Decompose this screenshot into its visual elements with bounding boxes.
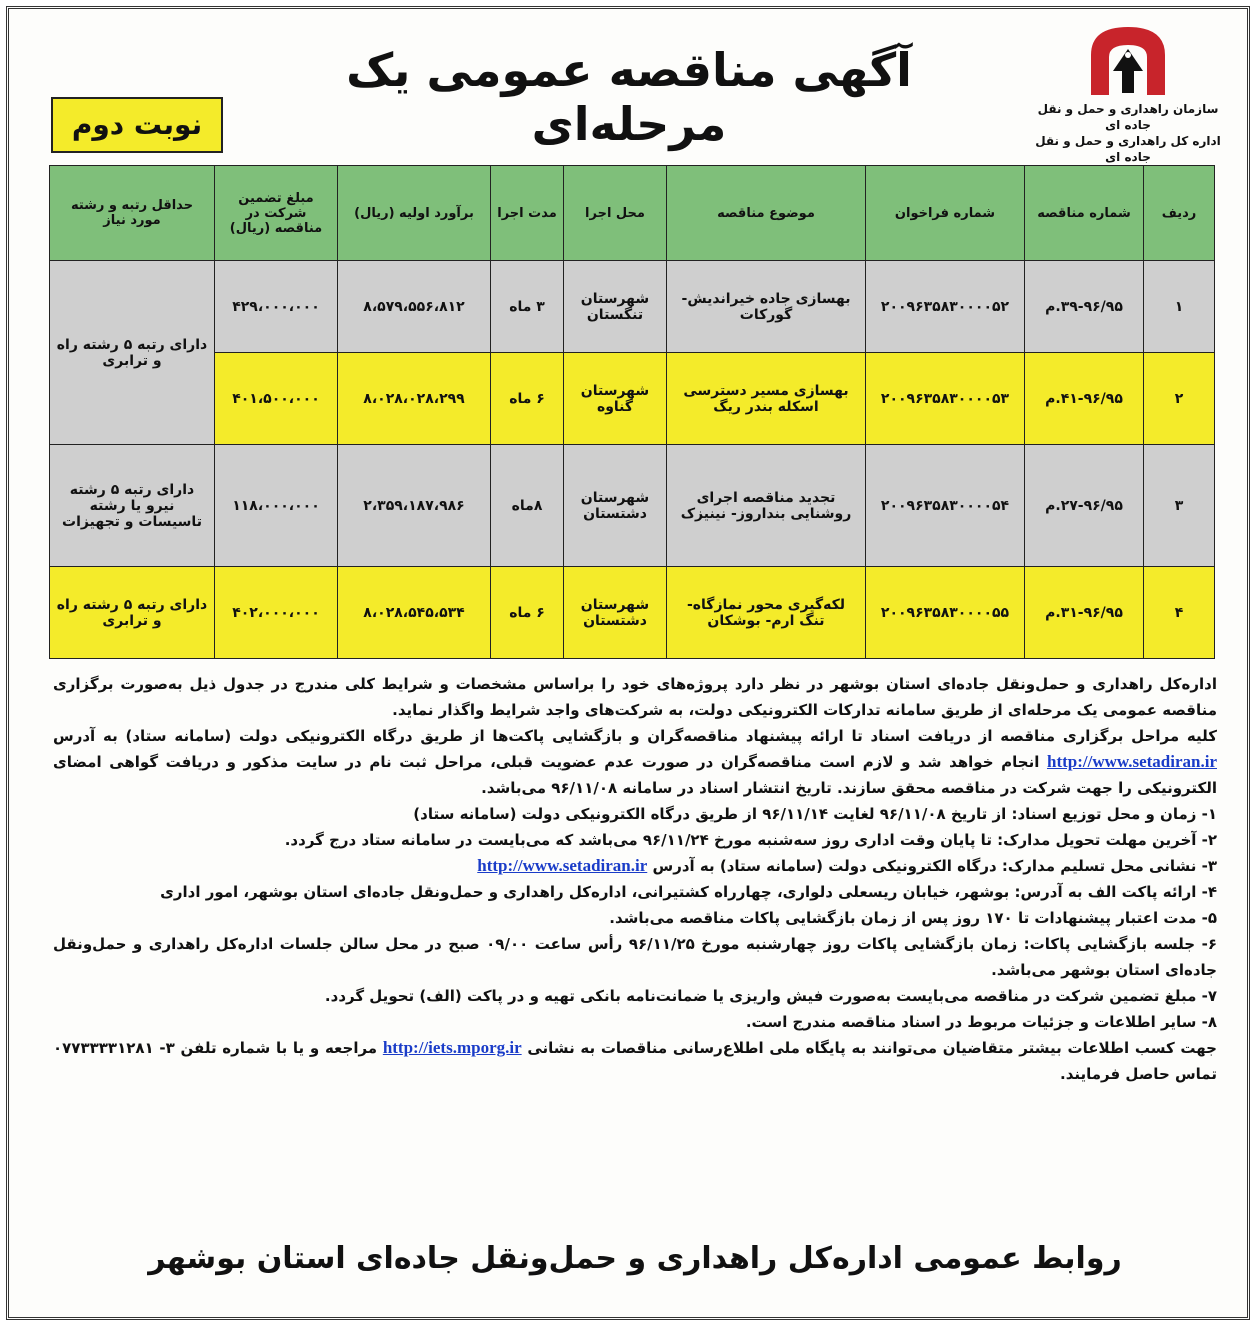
table-row <box>50 567 1215 659</box>
procedure-text-start: کلیه مراحل برگزاری مناقصه از دریافت اسناد تا ارائه پیشنهاد مناقصه‌گران و بازگشایی پاکت‌ها از طریق درگاه الکترونیکی دولت (سامانه ستاد) به آدرس <box>53 727 1217 745</box>
cell-row-number: ۳ <box>1144 445 1215 567</box>
org-name-line1: سازمان راهداری و حمل و نقل جاده ای <box>1037 102 1219 132</box>
item-opening-session: ۶- جلسه بازگشایی پاکات: زمان بازگشایی پاکات روز چهارشنبه مورخ ۹۶/۱۱/۲۵ رأس ساعت ۰۹/۰۰ صبح در محل سالن جلسات اداره‌کل راهداری و حمل‌ونقل جاده‌ای استان بوشهر می‌باشد. <box>53 935 1217 979</box>
cell-tender-number: ۴۱-۹۶/۹۵.م <box>1025 353 1144 445</box>
cell-tender-number: ۳۹-۹۶/۹۵.م <box>1025 261 1144 353</box>
cell-grade: دارای رتبه ۵ رشته نیرو یا رشته تاسیسات و تجهیزات <box>50 445 215 567</box>
table-row <box>50 261 1215 353</box>
item-envelope-address: ۴- ارائه پاکت الف به آدرس: بوشهر، خیابان ریسعلی دلواری، چهارراه کشتیرانی، اداره‌کل راهداری و حمل‌ونقل جاده‌ای استان بوشهر، امور اداری <box>160 883 1217 901</box>
cell-guarantee: ۴۰۲،۰۰۰،۰۰۰ <box>215 567 338 659</box>
cell-duration: ۶ ماه <box>491 567 564 659</box>
notice-body <box>53 671 1217 1087</box>
item-submission-text: ۳- نشانی محل تسلیم مدارک: درگاه الکترونیکی دولت (سامانه ستاد) به آدرس <box>652 857 1217 875</box>
item-other-info: ۸- سایر اطلاعات و جزئیات مربوط در اسناد مناقصه مندرج است. <box>745 1013 1217 1031</box>
setadiran-link-2[interactable]: http://www.setadiran.ir <box>477 856 648 875</box>
cell-estimate: ۸،۵۷۹،۵۵۶،۸۱۲ <box>338 261 491 353</box>
contact-paragraph <box>53 1035 1217 1087</box>
cell-grade: دارای رتبه ۵ رشته راه و ترابری <box>50 261 215 445</box>
cell-row-number: ۱ <box>1144 261 1215 353</box>
road-transport-logo-icon <box>1085 19 1171 101</box>
cell-call-number: ۲۰۰۹۶۳۵۸۳۰۰۰۰۵۲ <box>866 261 1025 353</box>
setadiran-link[interactable]: http://www.setadiran.ir <box>1046 752 1217 771</box>
cell-guarantee: ۴۰۱،۵۰۰،۰۰۰ <box>215 353 338 445</box>
cell-duration: ۶ ماه <box>491 353 564 445</box>
col-header-tender-number: شماره مناقصه <box>1025 166 1144 261</box>
item-guarantee-form: ۷- مبلغ تضمین شرکت در مناقصه می‌بایست به‌صورت فیش واریزی یا ضمانت‌نامه بانکی تهیه و در پاکت (الف) تحویل گردد. <box>324 987 1217 1005</box>
tender-table <box>49 165 1215 659</box>
item-validity: ۵- مدت اعتبار پیشنهادات تا ۱۷۰ روز پس از زمان بازگشایی پاکات مناقصه می‌باشد. <box>609 909 1217 927</box>
item-submission-address <box>53 853 1217 879</box>
item-deadline: ۲- آخرین مهلت تحویل مدارک: تا پایان وقت اداری روز سه‌شنبه مورخ ۹۶/۱۱/۲۴ می‌باشد که می‌بایست در سامانه ستاد درج گردد. <box>284 831 1217 849</box>
col-header-guarantee: مبلغ تضمین شرکت در مناقصه (ریال) <box>215 166 338 261</box>
cell-tender-number: ۲۷-۹۶/۹۵.م <box>1025 445 1144 567</box>
cell-call-number: ۲۰۰۹۶۳۵۸۳۰۰۰۰۵۵ <box>866 567 1025 659</box>
cell-estimate: ۲،۳۵۹،۱۸۷،۹۸۶ <box>338 445 491 567</box>
iets-link[interactable]: http://iets.mporg.ir <box>382 1038 522 1057</box>
notice-frame <box>6 6 1250 1320</box>
org-name-line2: اداره کل راهداری و حمل و نقل جاده ای <box>1035 134 1221 164</box>
cell-call-number: ۲۰۰۹۶۳۵۸۳۰۰۰۰۵۴ <box>866 445 1025 567</box>
table-header-row <box>50 166 1215 261</box>
col-header-location: محل اجرا <box>564 166 667 261</box>
cell-tender-number: ۳۱-۹۶/۹۵.م <box>1025 567 1144 659</box>
cell-guarantee: ۴۲۹،۰۰۰،۰۰۰ <box>215 261 338 353</box>
cell-subject: لکه‌گیری محور نمازگاه- تنگ ارم- بوشکان <box>667 567 866 659</box>
round-badge: نوبت دوم <box>51 97 223 153</box>
cell-row-number: ۲ <box>1144 353 1215 445</box>
cell-location: شهرستان تنگستان <box>564 261 667 353</box>
col-header-estimate: برآورد اولیه (ریال) <box>338 166 491 261</box>
cell-subject: تجدید مناقصه اجرای روشنایی بنداروز- نینیزک <box>667 445 866 567</box>
procedure-text-end: انجام خواهد شد و لازم است مناقصه‌گران در صورت عدم عضویت قبلی، مراحل ثبت نام در سایت مذکور و دریافت گواهی امضای الکترونیکی را جهت شرکت در مناقصه محقق سازند. تاریخ انتشار اسناد در سامانه ۹۶/۱۱/۰۸ می‌باشد. <box>53 753 1217 797</box>
cell-subject: بهسازی مسیر دسترسی اسکله بندر ریگ <box>667 353 866 445</box>
org-logo-block <box>1023 19 1233 181</box>
cell-row-number: ۴ <box>1144 567 1215 659</box>
table-row <box>50 445 1215 567</box>
cell-estimate: ۸،۰۲۸،۵۴۵،۵۳۴ <box>338 567 491 659</box>
notice-title: آگهی مناقصه عمومی یک مرحله‌ای <box>346 43 912 151</box>
cell-subject: بهسازی جاده خیراندیش- گورکات <box>667 261 866 353</box>
col-header-duration: مدت اجرا <box>491 166 564 261</box>
col-header-grade: حداقل رتبه و رشته مورد نیاز <box>50 166 215 261</box>
notice-header <box>9 9 1247 165</box>
contact-text-end: مراجعه و یا با شماره تلفن ۳- ۰۷۷۳۳۳۳۱۲۸۱ تماس حاصل فرمایند. <box>53 1039 1217 1083</box>
col-header-row-number: ردیف <box>1144 166 1215 261</box>
item-distribution-time: ۱- زمان و محل توزیع اسناد: از تاریخ ۹۶/۱۱/۰۸ لغایت ۹۶/۱۱/۱۴ از طریق درگاه الکترونیکی دولت (سامانه ستاد) <box>413 805 1217 823</box>
intro-paragraph: اداره‌کل راهداری و حمل‌ونقل جاده‌ای استان بوشهر در نظر دارد پروژه‌های خود را براساس مشخصات و شرایط کلی مندرج در جدول ذیل به‌صورت برگزاری مناقصه عمومی یک مرحله‌ای از طریق سامانه تدارکات الکترونیکی دولت، به شرکت‌های واجد شرایط واگذار نماید. <box>53 675 1217 719</box>
table-row <box>50 353 1215 445</box>
public-relations-signature: روابط عمومی اداره‌کل راهداری و حمل‌ونقل جاده‌ای استان بوشهر <box>148 1241 1122 1276</box>
cell-location: شهرستان دشتستان <box>564 567 667 659</box>
col-header-subject: موضوع مناقصه <box>667 166 866 261</box>
cell-location: شهرستان گناوه <box>564 353 667 445</box>
cell-estimate: ۸،۰۲۸،۰۲۸،۲۹۹ <box>338 353 491 445</box>
cell-grade: دارای رتبه ۵ رشته راه و ترابری <box>50 567 215 659</box>
col-header-call-number: شماره فراخوان <box>866 166 1025 261</box>
cell-duration: ۸ماه <box>491 445 564 567</box>
cell-location: شهرستان دشتستان <box>564 445 667 567</box>
cell-guarantee: ۱۱۸،۰۰۰،۰۰۰ <box>215 445 338 567</box>
procedure-paragraph <box>53 723 1217 801</box>
cell-duration: ۳ ماه <box>491 261 564 353</box>
contact-text-start: جهت کسب اطلاعات بیشتر متقاضیان می‌توانند به پایگاه ملی اطلاع‌رسانی مناقصات به نشانی <box>527 1039 1217 1057</box>
cell-call-number: ۲۰۰۹۶۳۵۸۳۰۰۰۰۵۳ <box>866 353 1025 445</box>
